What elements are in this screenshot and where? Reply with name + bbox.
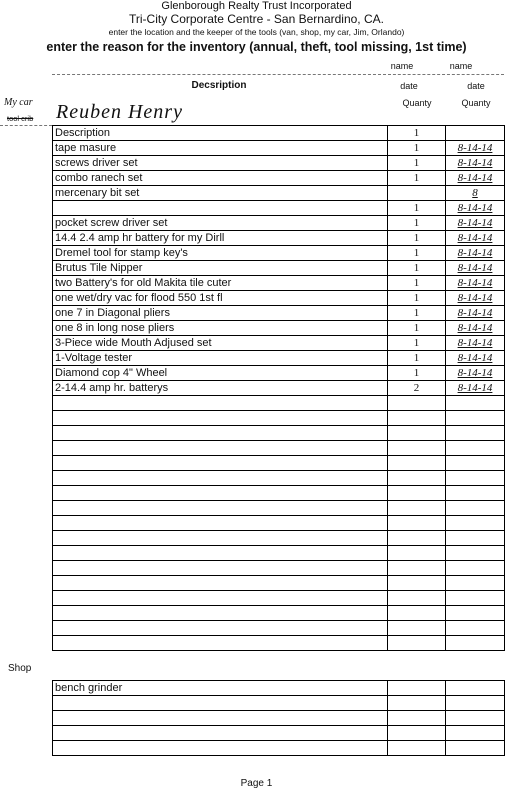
empty-cell [446, 636, 505, 651]
empty-cell [53, 606, 388, 621]
empty-row [53, 591, 505, 606]
item-description: 2-14.4 amp hr. batterys [53, 381, 388, 396]
table-row [53, 306, 505, 321]
empty-cell [388, 606, 446, 621]
item-description: one 7 in Diagonal pliers [53, 306, 388, 321]
item-description: Diamond cop 4" Wheel [53, 366, 388, 381]
empty-row [53, 561, 505, 576]
empty-cell [388, 591, 446, 606]
empty-cell [388, 636, 446, 651]
item-date [446, 681, 505, 696]
empty-cell [53, 561, 388, 576]
col2-date-header: date [400, 81, 418, 91]
table-row [53, 126, 505, 141]
item-date: 8-14-14 [446, 321, 505, 336]
col3-qty-header: Quanty [461, 98, 491, 108]
empty-cell [53, 621, 388, 636]
empty-cell [53, 591, 388, 606]
empty-cell [53, 441, 388, 456]
table-row [53, 351, 505, 366]
table-row [53, 156, 505, 171]
empty-cell [388, 486, 446, 501]
item-quantity [388, 186, 446, 201]
empty-row [53, 471, 505, 486]
empty-cell [53, 486, 388, 501]
item-quantity: 1 [388, 351, 446, 366]
empty-cell [53, 396, 388, 411]
empty-cell [53, 516, 388, 531]
item-description: Brutus Tile Nipper [53, 261, 388, 276]
empty-cell [446, 606, 505, 621]
item-date [446, 126, 505, 141]
empty-cell [53, 726, 388, 741]
empty-row [53, 711, 505, 726]
item-date: 8-14-14 [446, 336, 505, 351]
empty-row [53, 696, 505, 711]
empty-row [53, 636, 505, 651]
empty-cell [53, 711, 388, 726]
item-date: 8-14-14 [446, 201, 505, 216]
item-quantity: 1 [388, 246, 446, 261]
empty-cell [388, 561, 446, 576]
empty-cell [388, 531, 446, 546]
table-row [53, 381, 505, 396]
empty-cell [53, 696, 388, 711]
item-date: 8-14-14 [446, 246, 505, 261]
item-description: screws driver set [53, 156, 388, 171]
item-date: 8-14-14 [446, 306, 505, 321]
col2-qty-header: Quanty [402, 98, 432, 108]
empty-row [53, 606, 505, 621]
empty-cell [388, 621, 446, 636]
empty-row [53, 531, 505, 546]
item-quantity: 1 [388, 306, 446, 321]
empty-row [53, 516, 505, 531]
item-description: one 8 in long nose pliers [53, 321, 388, 336]
item-description: one wet/dry vac for flood 550 1st fl [53, 291, 388, 306]
item-description: Description [53, 126, 388, 141]
empty-row [53, 741, 505, 756]
empty-cell [446, 456, 505, 471]
item-description: mercenary bit set [53, 186, 388, 201]
empty-row [53, 426, 505, 441]
item-quantity: 1 [388, 231, 446, 246]
empty-cell [53, 576, 388, 591]
item-description: pocket screw driver set [53, 216, 388, 231]
item-quantity: 1 [388, 321, 446, 336]
location-handwritten: My car [4, 97, 33, 108]
item-quantity: 1 [388, 171, 446, 186]
item-date: 8-14-14 [446, 381, 505, 396]
item-date: 8-14-14 [446, 141, 505, 156]
empty-cell [53, 546, 388, 561]
item-quantity: 1 [388, 141, 446, 156]
empty-cell [446, 396, 505, 411]
table-row [53, 366, 505, 381]
table-row [53, 261, 505, 276]
table-row [53, 216, 505, 231]
col3-date-header: date [467, 81, 485, 91]
empty-cell [446, 441, 505, 456]
location-divider [0, 125, 52, 126]
empty-cell [446, 561, 505, 576]
empty-cell [388, 576, 446, 591]
item-description: bench grinder [53, 681, 388, 696]
header-divider [52, 74, 386, 75]
item-description: Dremel tool for stamp key's [53, 246, 388, 261]
empty-row [53, 576, 505, 591]
empty-cell [388, 396, 446, 411]
location-instruction: enter the location and the keeper of the tools (van, shop, my car, Jim, Orlando) [108, 27, 405, 37]
table-row [53, 291, 505, 306]
empty-cell [446, 426, 505, 441]
empty-cell [446, 726, 505, 741]
item-date: 8-14-14 [446, 156, 505, 171]
empty-cell [446, 531, 505, 546]
empty-row [53, 546, 505, 561]
table-row [53, 141, 505, 156]
empty-cell [388, 441, 446, 456]
page-number: Page 1 [240, 778, 273, 789]
empty-cell [388, 516, 446, 531]
empty-row [53, 411, 505, 426]
item-quantity: 1 [388, 261, 446, 276]
empty-row [53, 621, 505, 636]
shop-label: Shop [8, 663, 32, 674]
item-date: 8-14-14 [446, 291, 505, 306]
item-date: 8-14-14 [446, 171, 505, 186]
item-description: two Battery's for old Makita tile cuter [53, 276, 388, 291]
item-quantity: 1 [388, 156, 446, 171]
empty-cell [446, 486, 505, 501]
inventory-table [52, 125, 505, 651]
empty-cell [388, 741, 446, 756]
empty-cell [446, 591, 505, 606]
item-description: combo ranech set [53, 171, 388, 186]
header-divider-right [388, 74, 504, 75]
table-row [53, 246, 505, 261]
reason-instruction: enter the reason for the inventory (annual, theft, tool missing, 1st time) [46, 40, 467, 54]
empty-row [53, 441, 505, 456]
empty-cell [388, 456, 446, 471]
item-date: 8-14-14 [446, 261, 505, 276]
empty-cell [53, 501, 388, 516]
table-row [53, 336, 505, 351]
item-date: 8 [446, 186, 505, 201]
empty-cell [53, 411, 388, 426]
item-date: 8-14-14 [446, 231, 505, 246]
col3-name-header: name [449, 61, 473, 71]
empty-cell [446, 711, 505, 726]
empty-cell [388, 411, 446, 426]
empty-cell [388, 546, 446, 561]
table-row [53, 321, 505, 336]
empty-cell [388, 471, 446, 486]
item-quantity: 1 [388, 291, 446, 306]
empty-row [53, 456, 505, 471]
item-date: 8-14-14 [446, 366, 505, 381]
item-date: 8-14-14 [446, 351, 505, 366]
empty-cell [388, 711, 446, 726]
empty-row [53, 501, 505, 516]
site-name: Tri-City Corporate Centre - San Bernardino, CA. [129, 12, 384, 26]
empty-row [53, 486, 505, 501]
item-quantity [388, 681, 446, 696]
item-description: 1-Voltage tester [53, 351, 388, 366]
empty-cell [446, 516, 505, 531]
table-row [53, 171, 505, 186]
empty-cell [446, 471, 505, 486]
empty-cell [53, 741, 388, 756]
item-quantity: 1 [388, 366, 446, 381]
table-row [53, 186, 505, 201]
description-header: Decsription [191, 80, 247, 91]
keeper-signature: Reuben Henry [56, 101, 183, 123]
empty-row [53, 726, 505, 741]
empty-cell [446, 741, 505, 756]
empty-cell [53, 426, 388, 441]
struck-location-text: tool crib [7, 114, 34, 123]
empty-cell [388, 426, 446, 441]
item-quantity: 1 [388, 201, 446, 216]
empty-cell [446, 546, 505, 561]
table-row [53, 681, 505, 696]
empty-cell [388, 501, 446, 516]
empty-cell [446, 696, 505, 711]
item-quantity: 1 [388, 126, 446, 141]
shop-table [52, 680, 505, 756]
empty-cell [53, 471, 388, 486]
item-quantity: 1 [388, 276, 446, 291]
item-description: tape masure [53, 141, 388, 156]
empty-cell [446, 501, 505, 516]
item-quantity: 1 [388, 216, 446, 231]
item-quantity: 1 [388, 336, 446, 351]
empty-cell [446, 411, 505, 426]
item-description: 3-Piece wide Mouth Adjused set [53, 336, 388, 351]
table-row [53, 276, 505, 291]
empty-cell [446, 576, 505, 591]
empty-cell [388, 726, 446, 741]
item-date: 8-14-14 [446, 276, 505, 291]
empty-cell [446, 621, 505, 636]
empty-cell [388, 696, 446, 711]
item-description [53, 201, 388, 216]
item-quantity: 2 [388, 381, 446, 396]
item-description: 14.4 2.4 amp hr battery for my Dirll [53, 231, 388, 246]
item-date: 8-14-14 [446, 216, 505, 231]
empty-row [53, 396, 505, 411]
empty-cell [53, 636, 388, 651]
empty-cell [53, 531, 388, 546]
table-row [53, 201, 505, 216]
empty-cell [53, 456, 388, 471]
table-row [53, 231, 505, 246]
col2-name-header: name [390, 61, 414, 71]
company-name: Glenborough Realty Trust Incorporated [161, 0, 352, 12]
